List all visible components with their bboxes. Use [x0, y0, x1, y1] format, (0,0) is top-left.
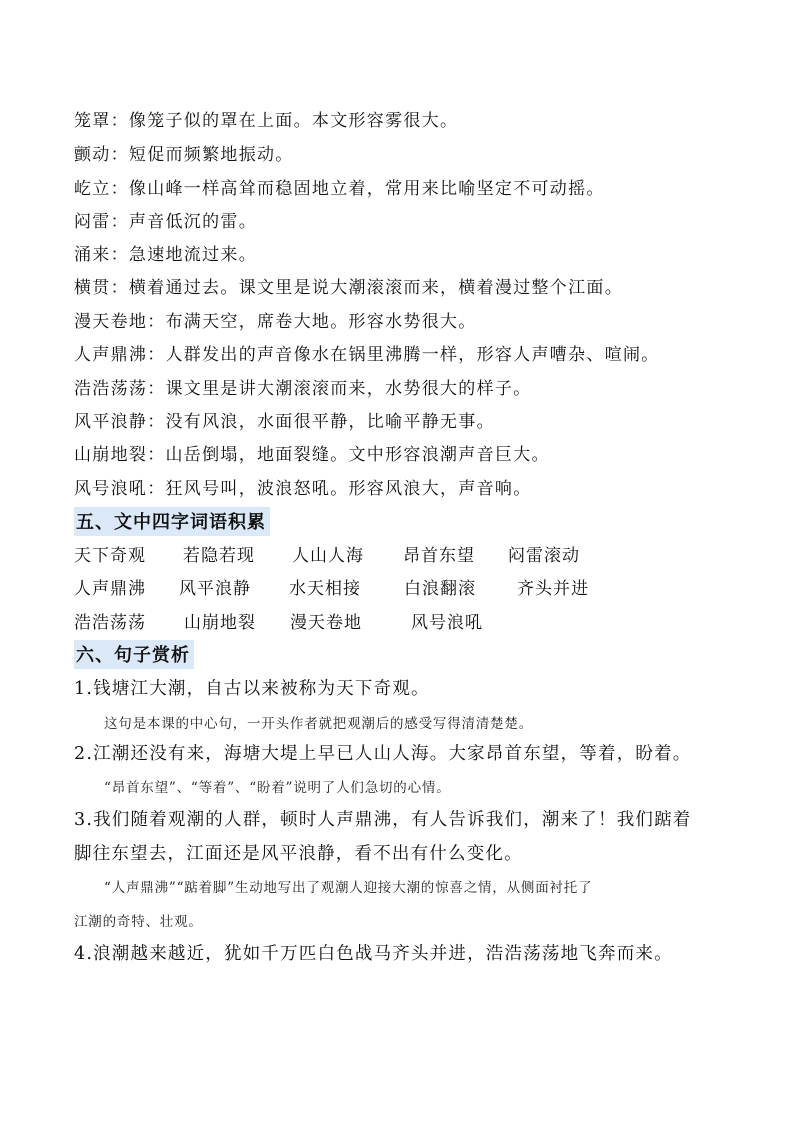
phrase: 风平浪静	[179, 579, 251, 599]
sentence-note: 这句是本课的中心句，一开头作者就把观潮后的感受写得清清楚楚。	[104, 716, 533, 732]
definition-line: 山崩地裂：山岳倒塌，地面裂缝。文中形容浪潮声音巨大。	[74, 445, 550, 465]
definition-line: 风号浪吼：狂风号叫，波浪怒吼。形容风浪大，声音响。	[74, 479, 532, 499]
definition-line: 涌来：急速地流过来。	[74, 245, 257, 265]
definition-line: 浩浩荡荡：课文里是讲大潮滚滚而来，水势很大的样子。	[74, 379, 532, 399]
definition-line: 颤动：短促而频繁地振动。	[74, 145, 294, 165]
phrase: 闷雷滚动	[508, 546, 580, 566]
section-heading: 五、文中四字词语积累	[74, 507, 270, 536]
phrase: 白浪翻滚	[404, 579, 476, 599]
sentence: 4.浪潮越来越近，犹如千万匹白色战马齐头并进，浩浩荡荡地飞奔而来。	[74, 944, 673, 964]
definition-line: 横贯：横着通过去。课文里是说大潮滚滚而来，横着漫过整个江面。	[74, 278, 623, 298]
phrase: 浩浩荡荡	[74, 613, 146, 633]
phrase: 风号浪吼	[411, 613, 483, 633]
sentence-note: “昂首东望”、“等着”、“盼着”说明了人们急切的心情。	[104, 780, 451, 796]
definition-line: 人声鼎沸：人群发出的声音像水在锅里沸腾一样，形容人声嘈杂、喧闹。	[74, 345, 660, 365]
phrase: 若隐若现	[183, 546, 255, 566]
definition-line: 风平浪静：没有风浪，水面很平静，比喻平静无事。	[74, 412, 495, 432]
phrase: 人声鼎沸	[74, 579, 146, 599]
definition-line: 屹立：像山峰一样高耸而稳固地立着，常用来比喻坚定不可动摇。	[74, 179, 605, 199]
sentence: 2.江潮还没有来，海塘大堤上早已人山人海。大家昂首东望，等着，盼着。	[74, 744, 692, 764]
phrase: 人山人海	[292, 546, 364, 566]
phrase: 齐头并进	[517, 579, 589, 599]
sentence: 1.钱塘江大潮，自古以来被称为天下奇观。	[74, 679, 430, 699]
section-heading: 六、句子赏析	[74, 640, 194, 669]
sentence: 脚往东望去，江面还是风平浪静，看不出有什么变化。	[74, 844, 523, 864]
sentence-note: “人声鼎沸”“踮着脚”生动地写出了观潮人迎接大潮的惊喜之情，从侧面衬托了	[104, 880, 593, 896]
phrase: 漫天卷地	[290, 613, 362, 633]
definition-line: 闷雷：声音低沉的雷。	[74, 212, 257, 232]
sentence: 3.我们随着观潮的人群，顿时人声鼎沸，有人告诉我们，潮来了！我们踮着	[74, 810, 692, 830]
sentence-note: 江潮的奇特、壮观。	[74, 914, 203, 930]
phrase: 昂首东望	[403, 546, 475, 566]
phrase: 山崩地裂	[184, 613, 256, 633]
definition-line: 漫天卷地：布满天空，席卷大地。形容水势很大。	[74, 312, 477, 332]
phrase: 天下奇观	[74, 546, 146, 566]
phrase: 水天相接	[289, 579, 361, 599]
definition-line: 笼罩：像笼子似的罩在上面。本文形容雾很大。	[74, 111, 459, 131]
